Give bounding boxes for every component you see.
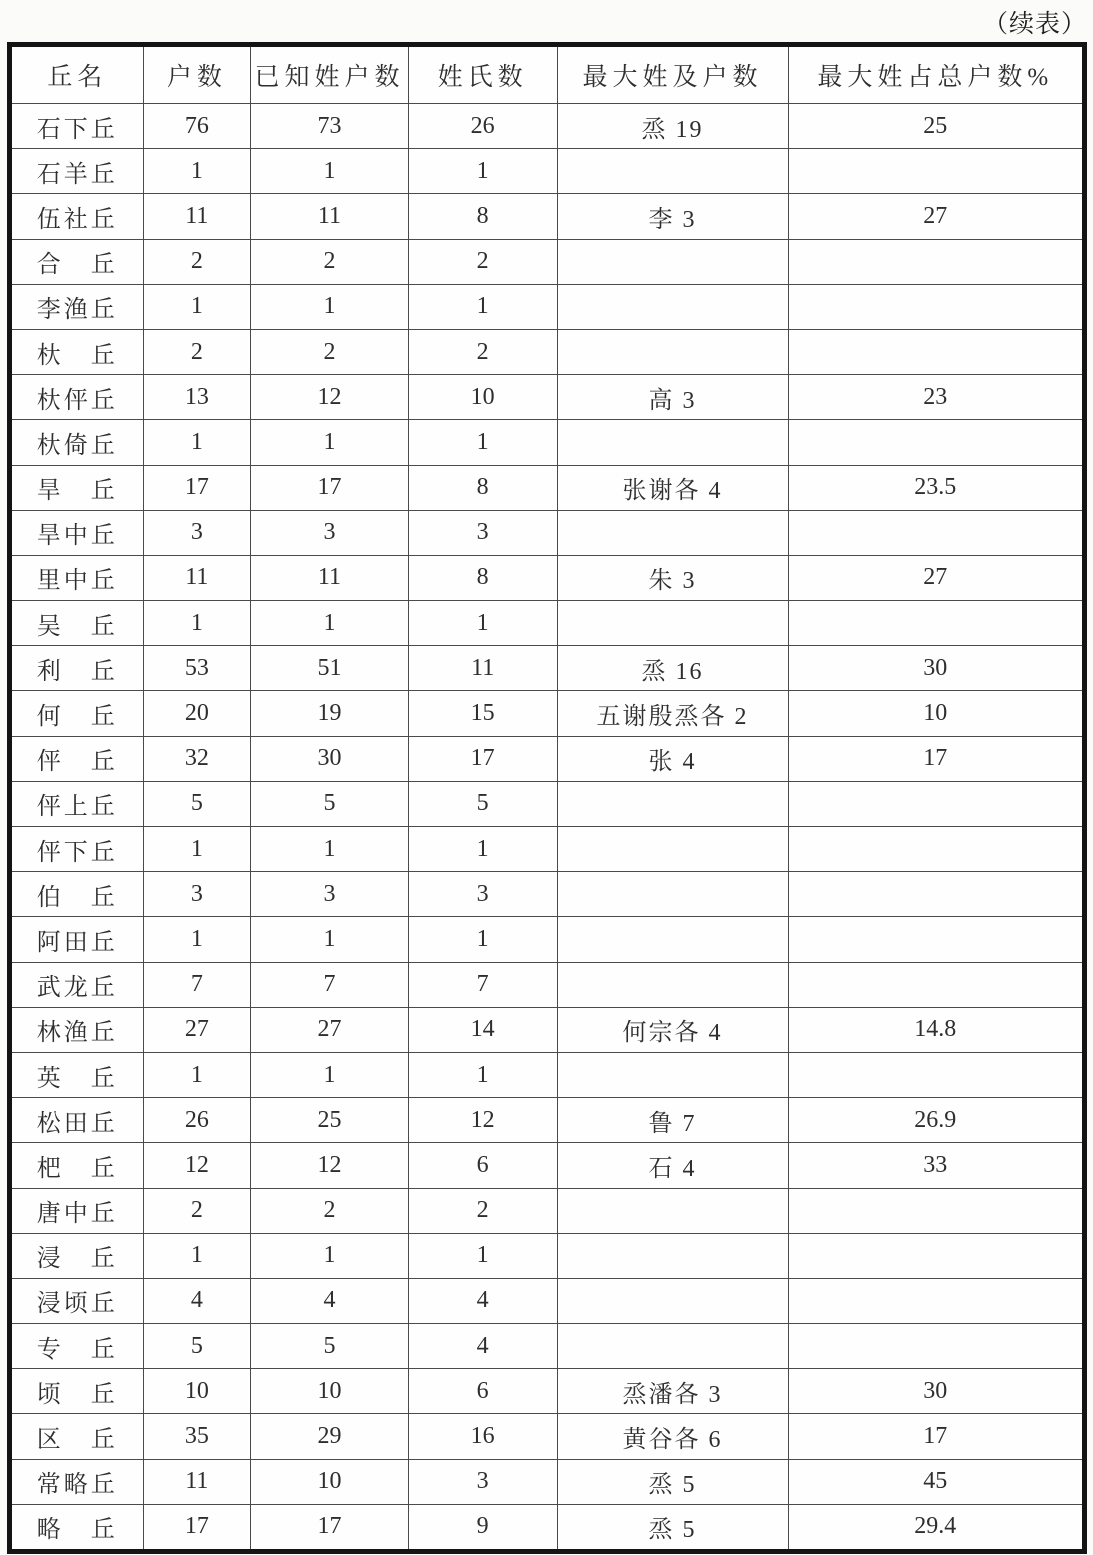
known-surname-households-cell: 5 — [251, 781, 409, 826]
surname-count-cell: 3 — [408, 872, 557, 917]
household-count-cell: 3 — [143, 510, 251, 555]
household-count-cell: 17 — [143, 465, 251, 510]
largest-surname-percent-cell: 25 — [788, 104, 1084, 149]
surname-count-cell: 3 — [408, 1459, 557, 1504]
largest-surname-cell — [557, 284, 788, 329]
surname-statistics-table — [7, 42, 1087, 1554]
known-surname-households-cell: 1 — [251, 917, 409, 962]
table-row — [10, 1278, 1085, 1323]
surname-count-cell: 8 — [408, 194, 557, 239]
known-surname-households-cell: 1 — [251, 1233, 409, 1278]
household-count-cell: 53 — [143, 646, 251, 691]
household-count-cell: 20 — [143, 691, 251, 736]
household-count-cell: 26 — [143, 1098, 251, 1143]
hill-name-cell: 略 丘 — [10, 1504, 144, 1551]
household-count-cell: 1 — [143, 149, 251, 194]
surname-count-cell: 14 — [408, 1007, 557, 1052]
surname-count-cell: 5 — [408, 781, 557, 826]
largest-surname-percent-cell: 30 — [788, 646, 1084, 691]
largest-surname-percent-cell: 45 — [788, 1459, 1084, 1504]
hill-name-cell: 林渔丘 — [10, 1007, 144, 1052]
known-surname-households-cell: 12 — [251, 375, 409, 420]
hill-name-cell: 浸 丘 — [10, 1233, 144, 1278]
largest-surname-cell — [557, 827, 788, 872]
largest-surname-percent-cell: 23.5 — [788, 465, 1084, 510]
largest-surname-cell — [557, 1052, 788, 1097]
table-row — [10, 1188, 1085, 1233]
household-count-cell: 10 — [143, 1369, 251, 1414]
table-row — [10, 239, 1085, 284]
known-surname-households-cell: 25 — [251, 1098, 409, 1143]
table-row — [10, 646, 1085, 691]
household-count-cell: 32 — [143, 736, 251, 781]
largest-surname-cell: 朱 3 — [557, 555, 788, 600]
household-count-cell: 1 — [143, 917, 251, 962]
surname-count-cell: 9 — [408, 1504, 557, 1551]
header-row — [10, 45, 1085, 104]
header-largest-surname-percent: 最大姓占总户数% — [788, 45, 1084, 104]
largest-surname-cell — [557, 1278, 788, 1323]
known-surname-households-cell: 3 — [251, 510, 409, 555]
table-row — [10, 601, 1085, 646]
largest-surname-cell: 烝 5 — [557, 1459, 788, 1504]
known-surname-households-cell: 51 — [251, 646, 409, 691]
hill-name-cell: 伯 丘 — [10, 872, 144, 917]
table-body — [10, 104, 1085, 1552]
surname-count-cell: 8 — [408, 465, 557, 510]
largest-surname-percent-cell: 27 — [788, 555, 1084, 600]
largest-surname-cell: 烝潘各 3 — [557, 1369, 788, 1414]
known-surname-households-cell: 30 — [251, 736, 409, 781]
largest-surname-percent-cell: 17 — [788, 1414, 1084, 1459]
largest-surname-cell — [557, 1324, 788, 1369]
largest-surname-cell: 烝 5 — [557, 1504, 788, 1551]
table-row — [10, 1143, 1085, 1188]
hill-name-cell: 李渔丘 — [10, 284, 144, 329]
table-header — [10, 45, 1085, 104]
largest-surname-percent-cell: 27 — [788, 194, 1084, 239]
hill-name-cell: 阿田丘 — [10, 917, 144, 962]
surname-count-cell: 12 — [408, 1098, 557, 1143]
largest-surname-percent-cell: 14.8 — [788, 1007, 1084, 1052]
hill-name-cell: 伍社丘 — [10, 194, 144, 239]
surname-count-cell: 6 — [408, 1369, 557, 1414]
largest-surname-cell: 何宗各 4 — [557, 1007, 788, 1052]
largest-surname-percent-cell — [788, 510, 1084, 555]
table-row — [10, 1369, 1085, 1414]
hill-name-cell: 伻上丘 — [10, 781, 144, 826]
table-row — [10, 872, 1085, 917]
household-count-cell: 3 — [143, 872, 251, 917]
hill-name-cell: 杕 丘 — [10, 329, 144, 374]
known-surname-households-cell: 2 — [251, 1188, 409, 1233]
largest-surname-cell: 石 4 — [557, 1143, 788, 1188]
surname-count-cell: 2 — [408, 239, 557, 284]
largest-surname-percent-cell: 26.9 — [788, 1098, 1084, 1143]
largest-surname-percent-cell — [788, 601, 1084, 646]
household-count-cell: 1 — [143, 420, 251, 465]
hill-name-cell: 石下丘 — [10, 104, 144, 149]
known-surname-households-cell: 1 — [251, 601, 409, 646]
largest-surname-cell: 鲁 7 — [557, 1098, 788, 1143]
hill-name-cell: 何 丘 — [10, 691, 144, 736]
household-count-cell: 2 — [143, 239, 251, 284]
known-surname-households-cell: 27 — [251, 1007, 409, 1052]
hill-name-cell: 伻 丘 — [10, 736, 144, 781]
household-count-cell: 2 — [143, 329, 251, 374]
table-row — [10, 736, 1085, 781]
table-row — [10, 1414, 1085, 1459]
known-surname-households-cell: 17 — [251, 465, 409, 510]
household-count-cell: 27 — [143, 1007, 251, 1052]
largest-surname-cell — [557, 510, 788, 555]
household-count-cell: 5 — [143, 1324, 251, 1369]
largest-surname-percent-cell — [788, 1188, 1084, 1233]
header-surname-count: 姓氏数 — [408, 45, 557, 104]
surname-count-cell: 2 — [408, 1188, 557, 1233]
table-row — [10, 1098, 1085, 1143]
surname-count-cell: 7 — [408, 962, 557, 1007]
table-row — [10, 1233, 1085, 1278]
household-count-cell: 1 — [143, 1052, 251, 1097]
largest-surname-percent-cell — [788, 284, 1084, 329]
known-surname-households-cell: 5 — [251, 1324, 409, 1369]
table-row — [10, 375, 1085, 420]
table-row — [10, 827, 1085, 872]
known-surname-households-cell: 17 — [251, 1504, 409, 1551]
largest-surname-percent-cell — [788, 329, 1084, 374]
known-surname-households-cell: 11 — [251, 194, 409, 239]
household-count-cell: 13 — [143, 375, 251, 420]
table-row — [10, 149, 1085, 194]
household-count-cell: 7 — [143, 962, 251, 1007]
largest-surname-percent-cell — [788, 239, 1084, 284]
surname-count-cell: 8 — [408, 555, 557, 600]
largest-surname-cell — [557, 149, 788, 194]
surname-count-cell: 1 — [408, 1052, 557, 1097]
table-row — [10, 1007, 1085, 1052]
table-row — [10, 691, 1085, 736]
table-row — [10, 781, 1085, 826]
largest-surname-cell — [557, 1188, 788, 1233]
hill-name-cell: 合 丘 — [10, 239, 144, 284]
known-surname-households-cell: 1 — [251, 827, 409, 872]
hill-name-cell: 松田丘 — [10, 1098, 144, 1143]
hill-name-cell: 杷 丘 — [10, 1143, 144, 1188]
largest-surname-percent-cell — [788, 1278, 1084, 1323]
largest-surname-cell: 烝 16 — [557, 646, 788, 691]
hill-name-cell: 杕倚丘 — [10, 420, 144, 465]
largest-surname-percent-cell: 29.4 — [788, 1504, 1084, 1551]
header-largest-surname: 最大姓及户数 — [557, 45, 788, 104]
hill-name-cell: 旱中丘 — [10, 510, 144, 555]
hill-name-cell: 里中丘 — [10, 555, 144, 600]
largest-surname-percent-cell — [788, 149, 1084, 194]
known-surname-households-cell: 10 — [251, 1369, 409, 1414]
largest-surname-cell: 烝 19 — [557, 104, 788, 149]
household-count-cell: 1 — [143, 827, 251, 872]
known-surname-households-cell: 29 — [251, 1414, 409, 1459]
largest-surname-cell — [557, 781, 788, 826]
table-row — [10, 1504, 1085, 1551]
surname-count-cell: 1 — [408, 601, 557, 646]
largest-surname-percent-cell — [788, 1052, 1084, 1097]
surname-count-cell: 17 — [408, 736, 557, 781]
largest-surname-cell — [557, 917, 788, 962]
hill-name-cell: 利 丘 — [10, 646, 144, 691]
largest-surname-cell — [557, 1233, 788, 1278]
known-surname-households-cell: 1 — [251, 149, 409, 194]
table-row — [10, 1459, 1085, 1504]
table-row — [10, 329, 1085, 374]
surname-count-cell: 1 — [408, 149, 557, 194]
largest-surname-percent-cell — [788, 1324, 1084, 1369]
largest-surname-cell: 李 3 — [557, 194, 788, 239]
surname-count-cell: 1 — [408, 284, 557, 329]
hill-name-cell: 唐中丘 — [10, 1188, 144, 1233]
largest-surname-percent-cell: 30 — [788, 1369, 1084, 1414]
largest-surname-percent-cell — [788, 917, 1084, 962]
table-row — [10, 510, 1085, 555]
hill-name-cell: 武龙丘 — [10, 962, 144, 1007]
known-surname-households-cell: 1 — [251, 420, 409, 465]
largest-surname-percent-cell: 10 — [788, 691, 1084, 736]
surname-count-cell: 1 — [408, 420, 557, 465]
largest-surname-percent-cell: 17 — [788, 736, 1084, 781]
table-row — [10, 555, 1085, 600]
largest-surname-cell: 张 4 — [557, 736, 788, 781]
table-row — [10, 1052, 1085, 1097]
household-count-cell: 4 — [143, 1278, 251, 1323]
largest-surname-cell: 高 3 — [557, 375, 788, 420]
largest-surname-percent-cell: 33 — [788, 1143, 1084, 1188]
largest-surname-cell — [557, 601, 788, 646]
hill-name-cell: 旱 丘 — [10, 465, 144, 510]
header-household-count: 户数 — [143, 45, 251, 104]
hill-name-cell: 英 丘 — [10, 1052, 144, 1097]
household-count-cell: 11 — [143, 194, 251, 239]
household-count-cell: 2 — [143, 1188, 251, 1233]
surname-count-cell: 1 — [408, 827, 557, 872]
known-surname-households-cell: 7 — [251, 962, 409, 1007]
household-count-cell: 76 — [143, 104, 251, 149]
surname-count-cell: 26 — [408, 104, 557, 149]
surname-count-cell: 2 — [408, 329, 557, 374]
table-row — [10, 465, 1085, 510]
household-count-cell: 1 — [143, 601, 251, 646]
known-surname-households-cell: 2 — [251, 329, 409, 374]
household-count-cell: 5 — [143, 781, 251, 826]
largest-surname-cell — [557, 420, 788, 465]
known-surname-households-cell: 2 — [251, 239, 409, 284]
known-surname-households-cell: 11 — [251, 555, 409, 600]
household-count-cell: 11 — [143, 1459, 251, 1504]
table-row — [10, 962, 1085, 1007]
header-known-surname-households: 已知姓户数 — [251, 45, 409, 104]
known-surname-households-cell: 12 — [251, 1143, 409, 1188]
hill-name-cell: 石羊丘 — [10, 149, 144, 194]
known-surname-households-cell: 73 — [251, 104, 409, 149]
surname-count-cell: 3 — [408, 510, 557, 555]
table-row — [10, 104, 1085, 149]
known-surname-households-cell: 3 — [251, 872, 409, 917]
largest-surname-cell: 五谢殷烝各 2 — [557, 691, 788, 736]
continued-table-label: （续表） — [982, 11, 1087, 38]
table-row — [10, 284, 1085, 329]
largest-surname-percent-cell: 23 — [788, 375, 1084, 420]
largest-surname-cell: 黄谷各 6 — [557, 1414, 788, 1459]
known-surname-households-cell: 1 — [251, 284, 409, 329]
largest-surname-cell: 张谢各 4 — [557, 465, 788, 510]
largest-surname-percent-cell — [788, 962, 1084, 1007]
known-surname-households-cell: 4 — [251, 1278, 409, 1323]
hill-name-cell: 浸顷丘 — [10, 1278, 144, 1323]
household-count-cell: 12 — [143, 1143, 251, 1188]
hill-name-cell: 顷 丘 — [10, 1369, 144, 1414]
largest-surname-percent-cell — [788, 781, 1084, 826]
largest-surname-percent-cell — [788, 872, 1084, 917]
largest-surname-percent-cell — [788, 827, 1084, 872]
surname-count-cell: 4 — [408, 1324, 557, 1369]
surname-count-cell: 6 — [408, 1143, 557, 1188]
largest-surname-cell — [557, 329, 788, 374]
household-count-cell: 11 — [143, 555, 251, 600]
hill-name-cell: 杕伻丘 — [10, 375, 144, 420]
known-surname-households-cell: 19 — [251, 691, 409, 736]
hill-name-cell: 伻下丘 — [10, 827, 144, 872]
hill-name-cell: 吴 丘 — [10, 601, 144, 646]
household-count-cell: 35 — [143, 1414, 251, 1459]
table-row — [10, 1324, 1085, 1369]
header-hill-name: 丘名 — [10, 45, 144, 104]
hill-name-cell: 专 丘 — [10, 1324, 144, 1369]
table-row — [10, 194, 1085, 239]
hill-name-cell: 区 丘 — [10, 1414, 144, 1459]
surname-count-cell: 1 — [408, 917, 557, 962]
hill-name-cell: 常略丘 — [10, 1459, 144, 1504]
surname-count-cell: 15 — [408, 691, 557, 736]
largest-surname-percent-cell — [788, 420, 1084, 465]
household-count-cell: 1 — [143, 1233, 251, 1278]
largest-surname-cell — [557, 239, 788, 284]
largest-surname-cell — [557, 962, 788, 1007]
largest-surname-cell — [557, 872, 788, 917]
surname-count-cell: 4 — [408, 1278, 557, 1323]
surname-count-cell: 16 — [408, 1414, 557, 1459]
largest-surname-percent-cell — [788, 1233, 1084, 1278]
surname-count-cell: 10 — [408, 375, 557, 420]
household-count-cell: 1 — [143, 284, 251, 329]
surname-count-cell: 1 — [408, 1233, 557, 1278]
known-surname-households-cell: 1 — [251, 1052, 409, 1097]
known-surname-households-cell: 10 — [251, 1459, 409, 1504]
table-row — [10, 420, 1085, 465]
household-count-cell: 17 — [143, 1504, 251, 1551]
surname-count-cell: 11 — [408, 646, 557, 691]
table-row — [10, 917, 1085, 962]
